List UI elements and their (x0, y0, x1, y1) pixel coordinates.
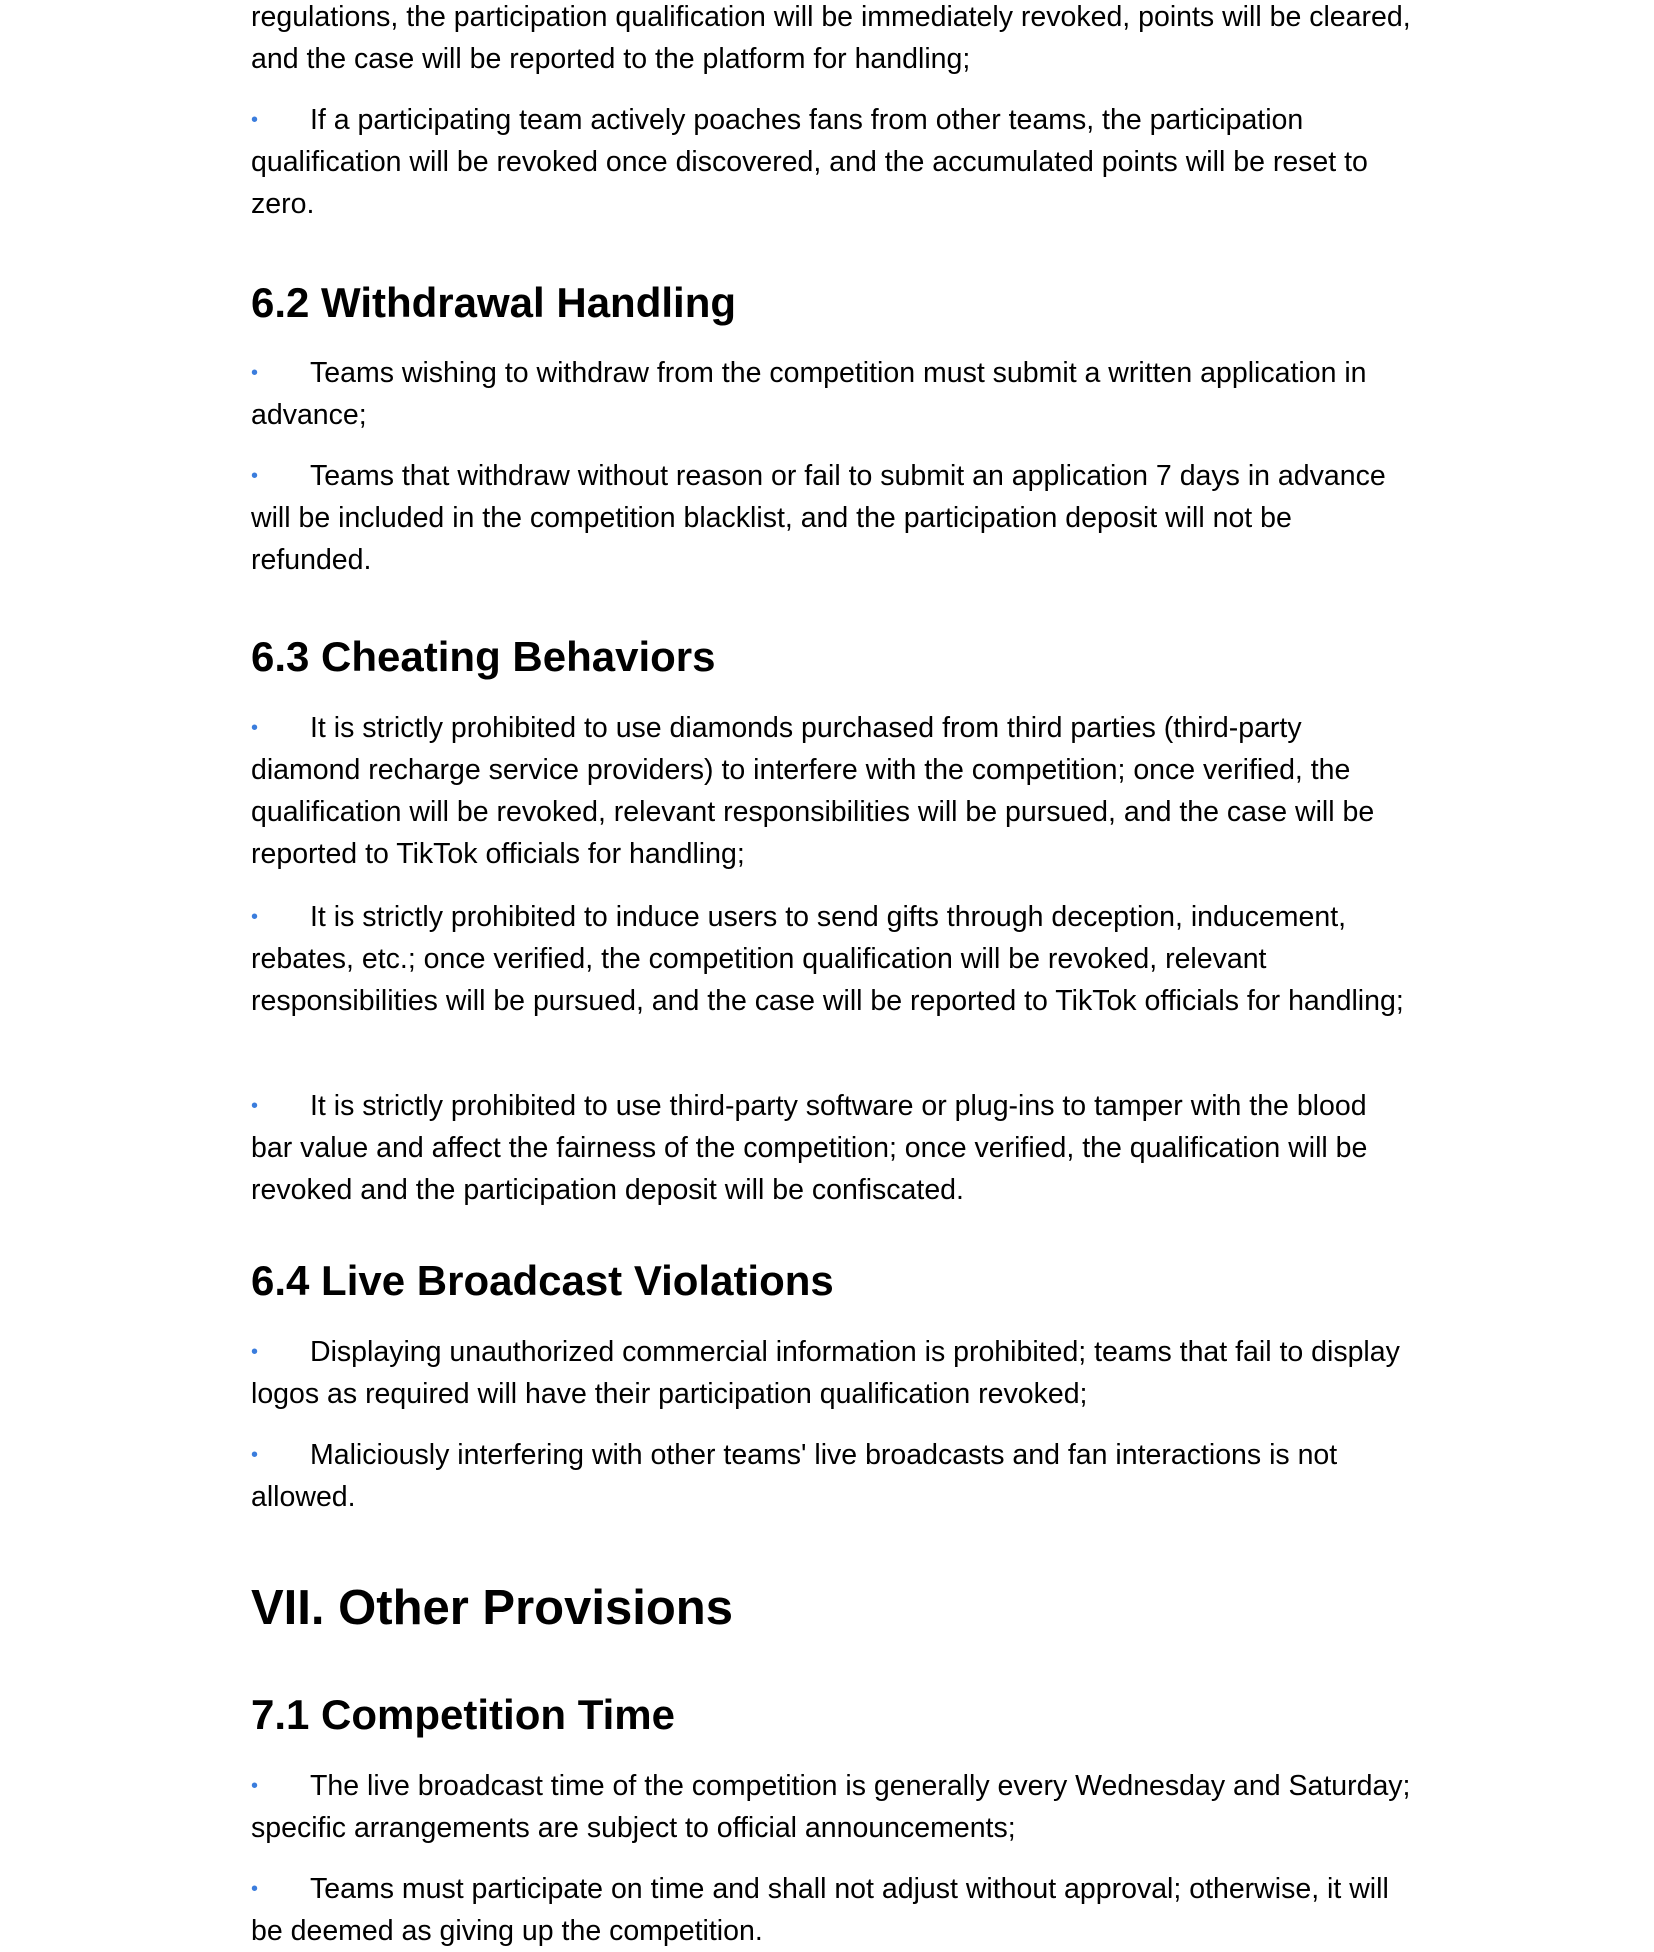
list-item (251, 1434, 1413, 1518)
bullet-icon: • (251, 1444, 259, 1466)
list-item (251, 99, 1413, 225)
list-item-text: It is strictly prohibited to use diamonds purchased from third parties (third-party diamond recharge service providers) to interfere with the competition; once verified, the qualification will be revoked, relevant responsibilities will be pursued, and the case will be reported to TikTok officials for handling; (251, 712, 1375, 870)
section-heading-6-4: 6.4 Live Broadcast Violations (251, 1257, 834, 1304)
bullet-icon: • (251, 717, 259, 739)
list-item (251, 707, 1413, 875)
list-item (251, 455, 1413, 581)
list-item-text: If a participating team actively poaches fans from other teams, the participation qualification will be revoked once discovered, and the accumulated points will be reset to zero. (251, 104, 1368, 220)
bullet-icon: • (251, 362, 259, 384)
list-item (251, 1331, 1413, 1415)
section-heading-6-2: 6.2 Withdrawal Handling (251, 279, 737, 326)
list-item (251, 896, 1413, 1022)
bullet-icon: • (251, 1775, 259, 1797)
bullet-icon: • (251, 1095, 259, 1117)
list-item (251, 1868, 1413, 1952)
chapter-heading-7: VII. Other Provisions (251, 1581, 733, 1635)
bullet-icon: • (251, 1878, 259, 1900)
bullet-icon: • (251, 1341, 259, 1363)
list-item-text: It is strictly prohibited to induce users to send gifts through deception, inducement, rebates, etc.; once verified, the competition qualification will be revoked, relevant responsibilities will be pursued, and the case will be reported to TikTok officials for handling; (251, 901, 1404, 1017)
list-item-text: It is strictly prohibited to use third-party software or plug-ins to tamper with the blood bar value and affect the fairness of the competition; once verified, the qualification will be revoked and the participation deposit will be confiscated. (251, 1090, 1368, 1206)
section-heading-7-1: 7.1 Competition Time (251, 1691, 675, 1738)
list-item-text: Teams that withdraw without reason or fail to submit an application 7 days in advance will be included in the competition blacklist, and the participation deposit will not be refunded. (251, 460, 1386, 576)
list-item (251, 1085, 1413, 1211)
bullet-icon: • (251, 465, 259, 487)
list-item (251, 1765, 1413, 1849)
bullet-icon: • (251, 906, 259, 928)
list-item-text: Teams must participate on time and shall not adjust without approval; otherwise, it will be deemed as giving up the competition. (251, 1873, 1389, 1947)
list-item (251, 352, 1413, 436)
continuation-paragraph: regulations, the participation qualification will be immediately revoked, points will be cleared, and the case will be reported to the platform for handling; (251, 1, 1411, 75)
list-item-text: Displaying unauthorized commercial information is prohibited; teams that fail to display logos as required will have their participation qualification revoked; (251, 1336, 1400, 1410)
list-item-text: Maliciously interfering with other teams' live broadcasts and fan interactions is not allowed. (251, 1439, 1338, 1513)
bullet-icon: • (251, 109, 259, 131)
list-item-text: The live broadcast time of the competition is generally every Wednesday and Saturday; specific arrangements are subject to official announcements; (251, 1770, 1411, 1844)
list-item-text: Teams wishing to withdraw from the competition must submit a written application in advance; (251, 357, 1367, 431)
section-heading-6-3: 6.3 Cheating Behaviors (251, 633, 716, 680)
